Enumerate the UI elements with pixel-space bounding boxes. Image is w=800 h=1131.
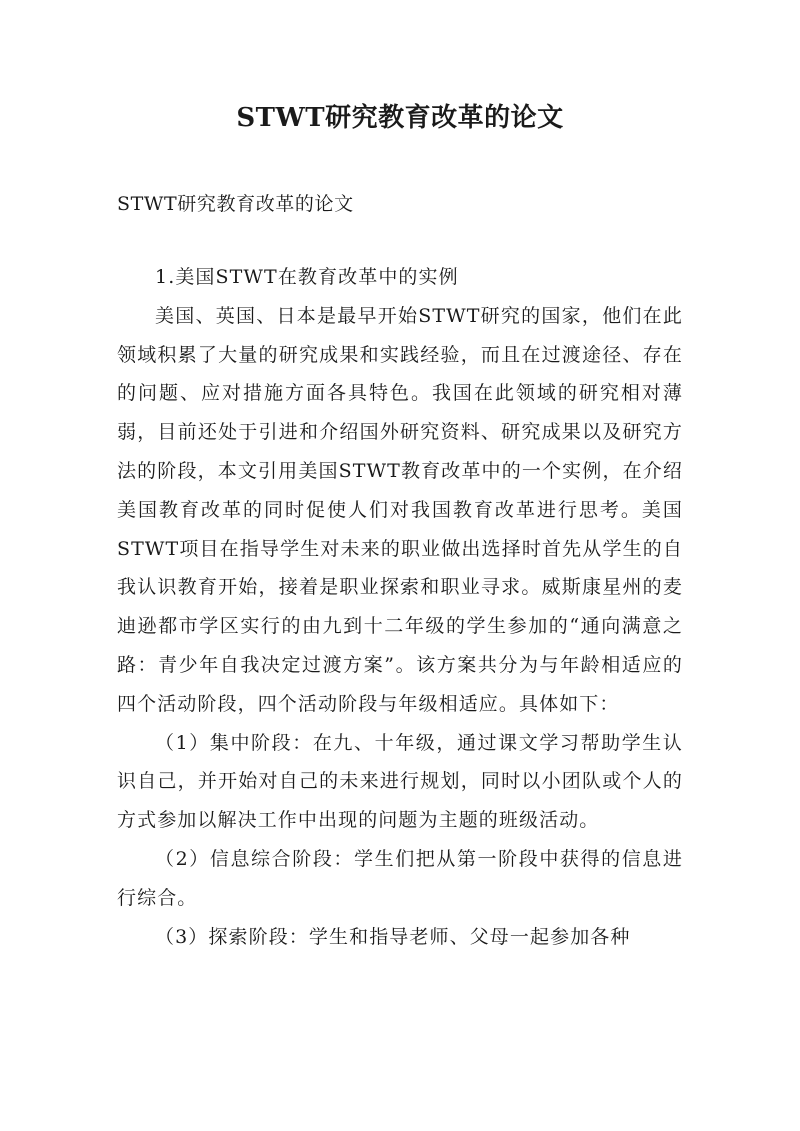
body-paragraph: （2）信息综合阶段：学生们把从第一阶段中获得的信息进行综合。 [117, 847, 683, 909]
document-body [117, 258, 683, 956]
document-title: STWT研究教育改革的论文 [236, 103, 564, 133]
document-subtitle: STWT研究教育改革的论文 [117, 193, 354, 215]
body-paragraph: 美国、英国、日本是最早开始STWT研究的国家，他们在此领域积累了大量的研究成果和实践经验，而且在过渡途径、存在的问题、应对措施方面各具特色。我国在此领域的研究相对薄弱，目前还处于引进和介绍国外研究资料、研究成果以及研究方法的阶段，本文引用美国STWT教育改革中的一个实例，在介绍美国教育改革的同时促使人们对我国教育改革进行思考。美国STWT项目在指导学生对未来的职业做出选择时首先从学生的自我认识教育开始，接着是职业探索和职业寻求。威斯康星州的麦迪逊都市学区实行的由九到十二年级的学生参加的“通向满意之路：青少年自我决定过渡方案”。该方案共分为与年龄相适应的四个活动阶段，四个活动阶段与年级相适应。具体如下： [117, 304, 683, 715]
body-paragraph: （3）探索阶段：学生和指导老师、父母一起参加各种 [155, 925, 631, 948]
body-paragraph: （1）集中阶段：在九、十年级，通过课文学习帮助学生认识自己，并开始对自己的未来进行规划，同时以小团队或个人的方式参加以解决工作中出现的问题为主题的班级活动。 [117, 731, 683, 832]
section-heading: 1.美国STWT在教育改革中的实例 [155, 266, 459, 288]
